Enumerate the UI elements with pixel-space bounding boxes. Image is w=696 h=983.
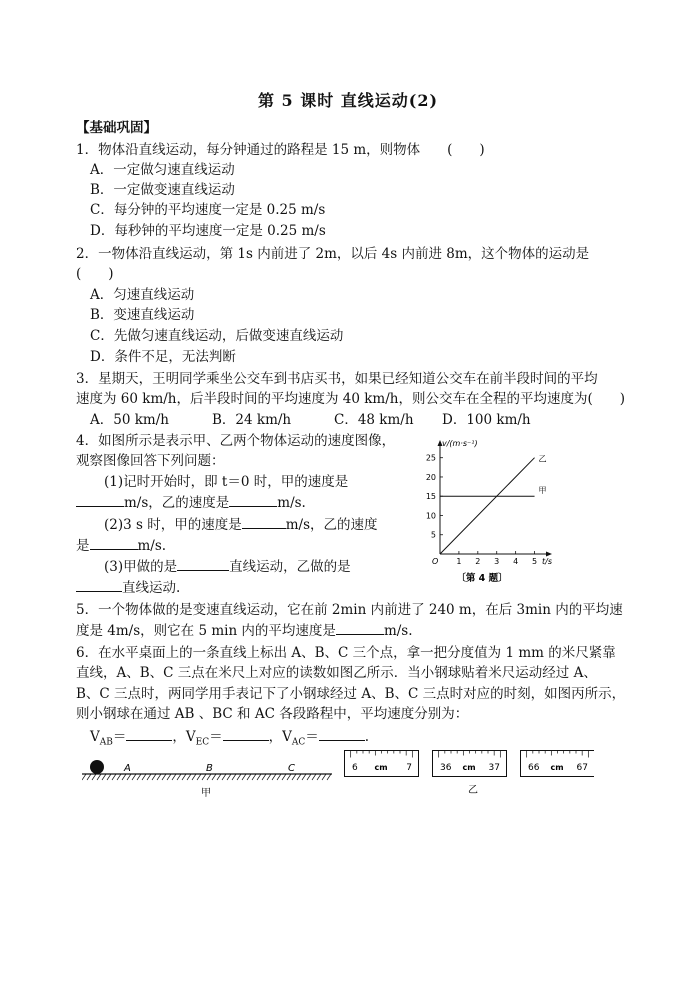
x-axis-arrow bbox=[546, 552, 552, 557]
hatch-mark bbox=[177, 774, 181, 780]
q1-stem: 1．物体沿直线运动，每分钟通过的路程是 15 m，则物体 ( ) bbox=[76, 142, 485, 158]
q4-part1-line2: m/s，乙的速度是 m/s. bbox=[76, 492, 306, 513]
q4-part3-line2: 直线运动. bbox=[76, 577, 180, 598]
fig-jia-label: 甲 bbox=[201, 788, 211, 799]
ruler-right-reading: 7 bbox=[406, 763, 412, 773]
ruler-0 bbox=[345, 751, 419, 777]
fig6-rulers bbox=[344, 746, 594, 798]
hatch-mark bbox=[87, 774, 91, 780]
q6-answers: $V_{AB}=$ ，$V_{EC}=$ ，$V_{AC}=$ . bbox=[90, 726, 369, 753]
hatch-mark bbox=[287, 774, 291, 780]
ruler-left-reading: 66 bbox=[528, 763, 540, 773]
point-c-label: C bbox=[288, 763, 295, 774]
hatch-mark bbox=[82, 774, 86, 780]
ruler-unit: cm bbox=[374, 763, 388, 772]
hatch-mark bbox=[112, 774, 116, 780]
q2-option-b: B．变速直线运动 bbox=[90, 307, 195, 323]
q2-option-d: D．条件不足，无法判断 bbox=[90, 349, 236, 365]
q4-part2: (2)3 s 时，甲的速度是 m/s，乙的速度 bbox=[104, 514, 378, 535]
hatch-mark bbox=[137, 774, 141, 780]
hatch-mark bbox=[142, 774, 146, 780]
y-tick-label: 25 bbox=[425, 453, 436, 463]
fig4-caption: 〔第 4 题〕 bbox=[456, 573, 508, 584]
ruler-right-reading: 67 bbox=[576, 763, 588, 773]
q4-blank-jia-motion[interactable] bbox=[177, 556, 229, 571]
ruler-unit: cm bbox=[550, 763, 564, 772]
ruler-1 bbox=[433, 751, 507, 777]
q6-line3: B、C 三点时，两同学用手表记下了小钢球经过 A、B、C 三点时对应的时刻，如图丙所示， bbox=[76, 686, 626, 702]
hatch-mark bbox=[92, 774, 96, 780]
hatch-mark bbox=[122, 774, 126, 780]
hatch-mark bbox=[132, 774, 136, 780]
hatch-mark bbox=[212, 774, 216, 780]
q4-part3: (3)甲做的是 直线运动，乙做的是 bbox=[104, 556, 351, 577]
q1-option-a: A．一定做匀速直线运动 bbox=[90, 162, 235, 178]
ruler-unit: cm bbox=[462, 763, 476, 772]
hatch-mark bbox=[327, 774, 331, 780]
q2-stem-bracket: ( ) bbox=[76, 266, 114, 282]
q3-stem: 3．星期天，王明同学乘坐公交车到书店买书，如果已经知道公交车在前半段时间的平均 bbox=[76, 371, 598, 387]
section-heading: 【基础巩固】 bbox=[76, 120, 157, 136]
hatch-mark bbox=[262, 774, 266, 780]
series-label-1: 乙 bbox=[538, 454, 547, 464]
q4-stem: 4．如图所示是表示甲、乙两个物体运动的速度图像， bbox=[76, 433, 396, 449]
hatch-mark bbox=[242, 774, 246, 780]
hatch-mark bbox=[322, 774, 326, 780]
hatch-mark bbox=[182, 774, 186, 780]
hatch-mark bbox=[107, 774, 111, 780]
hatch-mark bbox=[292, 774, 296, 780]
fig6-track-diagram bbox=[82, 755, 334, 801]
hatch-mark bbox=[187, 774, 191, 780]
q3-option-c: C．48 km/h bbox=[334, 412, 414, 428]
x-tick-label: 2 bbox=[475, 557, 481, 566]
ruler-left-reading: 6 bbox=[352, 763, 358, 773]
hatch-mark bbox=[192, 774, 196, 780]
hatch-mark bbox=[297, 774, 301, 780]
q2-option-c: C．先做匀速直线运动，后做变速直线运动 bbox=[90, 328, 344, 344]
q6-blank-vab[interactable] bbox=[126, 726, 172, 741]
x-tick-label: 1 bbox=[456, 557, 462, 566]
hatch-mark bbox=[282, 774, 286, 780]
x-axis-label: t/s bbox=[542, 557, 552, 566]
hatch-mark bbox=[207, 774, 211, 780]
series-line-1 bbox=[440, 458, 535, 554]
hatch-mark bbox=[127, 774, 131, 780]
hatch-mark bbox=[217, 774, 221, 780]
q4-blank-yi-3s[interactable] bbox=[90, 535, 138, 550]
hatch-mark bbox=[97, 774, 101, 780]
q1-option-c: C．每分钟的平均速度一定是 0.25 m/s bbox=[90, 202, 326, 218]
hatch-mark bbox=[267, 774, 271, 780]
y-tick-label: 20 bbox=[425, 472, 436, 482]
q3-option-b: B．24 km/h bbox=[212, 412, 292, 428]
track-hatching bbox=[82, 774, 331, 780]
chart-layer bbox=[426, 439, 552, 566]
ruler-2 bbox=[521, 751, 595, 777]
hatch-mark bbox=[307, 774, 311, 780]
hatch-mark bbox=[257, 774, 261, 780]
page-title: 第 5 课时 直线运动(2) bbox=[257, 91, 439, 110]
q6-line4: 则小钢球在通过 AB 、BC 和 AC 各段路程中，平均速度分别为： bbox=[76, 706, 469, 722]
fig-yi-label: 乙 bbox=[468, 785, 478, 796]
y-axis-label: v/(m·s⁻¹) bbox=[442, 439, 478, 448]
hatch-mark bbox=[157, 774, 161, 780]
q3-option-a: A．50 km/h bbox=[90, 412, 169, 428]
hatch-mark bbox=[247, 774, 251, 780]
point-b-label: B bbox=[206, 763, 213, 774]
hatch-mark bbox=[152, 774, 156, 780]
steel-ball bbox=[90, 760, 104, 774]
hatch-mark bbox=[172, 774, 176, 780]
q1-option-b: B．一定做变速直线运动 bbox=[90, 182, 235, 198]
q5-line2: 度是 4m/s，则它在 5 min 内的平均速度是 m/s. bbox=[76, 620, 413, 641]
hatch-mark bbox=[102, 774, 106, 780]
hatch-mark bbox=[277, 774, 281, 780]
hatch-mark bbox=[302, 774, 306, 780]
origin-label: O bbox=[432, 557, 439, 566]
q6-blank-vac[interactable] bbox=[319, 726, 365, 741]
hatch-mark bbox=[237, 774, 241, 780]
hatch-mark bbox=[232, 774, 236, 780]
q4-blank-jia-speed[interactable] bbox=[76, 492, 124, 507]
hatch-mark bbox=[312, 774, 316, 780]
q4-part2-line2: 是 m/s. bbox=[76, 535, 166, 556]
q4-stem-line2: 观察图像回答下列问题： bbox=[76, 453, 225, 469]
ruler-right-reading: 37 bbox=[488, 763, 500, 773]
q4-blank-yi-motion[interactable] bbox=[76, 577, 122, 592]
series-label-0: 甲 bbox=[538, 486, 547, 496]
q1-option-d: D．每秒钟的平均速度一定是 0.25 m/s bbox=[90, 223, 326, 239]
q6-blank-vbc[interactable] bbox=[223, 726, 269, 741]
point-a-label: A bbox=[124, 763, 131, 774]
q5-line1: 5．一个物体做的是变速直线运动，它在前 2min 内前进了 240 m，在后 3min 内的平均速 bbox=[76, 602, 623, 618]
hatch-mark bbox=[147, 774, 151, 780]
hatch-mark bbox=[202, 774, 206, 780]
q4-blank-jia-3s[interactable] bbox=[242, 514, 286, 529]
q6-line2: 直线，A、B、C 三点在米尺上对应的读数如图乙所示．当小钢球贴着米尺运动经过 A、 bbox=[76, 665, 597, 681]
hatch-mark bbox=[222, 774, 226, 780]
q3-stem-line2: 速度为 60 km/h，后半段时间的平均速度为 40 km/h，则公交车在全程的平均速度为( ) bbox=[76, 391, 626, 407]
hatch-mark bbox=[162, 774, 166, 780]
y-tick-label: 10 bbox=[425, 511, 436, 521]
hatch-mark bbox=[117, 774, 121, 780]
y-tick-label: 5 bbox=[430, 530, 436, 540]
y-tick-label: 15 bbox=[425, 492, 436, 502]
x-tick-label: 4 bbox=[513, 557, 519, 566]
hatch-mark bbox=[167, 774, 171, 780]
hatch-mark bbox=[197, 774, 201, 780]
q2-option-a: A．匀速直线运动 bbox=[90, 287, 195, 303]
q6-line1: 6．在水平桌面上的一条直线上标出 A、B、C 三个点，拿一把分度值为 1 mm 的米尺紧靠 bbox=[76, 645, 616, 661]
q4-blank-yi-speed[interactable] bbox=[229, 492, 277, 507]
ruler-left-reading: 36 bbox=[440, 763, 452, 773]
q5-blank-avg-speed[interactable] bbox=[336, 620, 384, 635]
hatch-mark bbox=[272, 774, 276, 780]
q3-option-d: D．100 km/h bbox=[442, 412, 531, 428]
x-tick-label: 5 bbox=[531, 557, 538, 566]
x-tick-label: 3 bbox=[494, 557, 500, 566]
fig4-velocity-chart bbox=[412, 436, 552, 586]
q4-part1: (1)记时开始时，即 t＝0 时，甲的速度是 bbox=[104, 474, 349, 490]
hatch-mark bbox=[227, 774, 231, 780]
q2-stem: 2．一物体沿直线运动，第 1s 内前进了 2m，以后 4s 内前进 8m，这个物体的运动是 bbox=[76, 246, 590, 262]
hatch-mark bbox=[317, 774, 321, 780]
hatch-mark bbox=[252, 774, 256, 780]
